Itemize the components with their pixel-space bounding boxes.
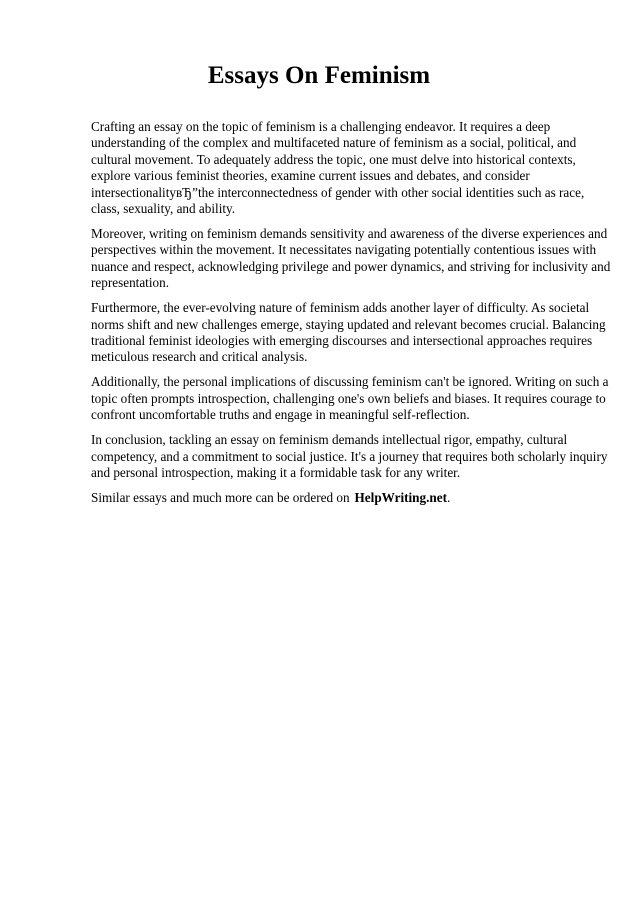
page-title: Essays On Feminism — [207, 62, 431, 89]
closing-text: Similar essays and much more can be ordered on — [91, 490, 350, 506]
closing-suffix: . — [446, 490, 451, 506]
paragraph-2: Moreover, writing on feminism demands sensitivity and awareness of the diverse experiences and perspectives within the movement. It necessitates navigating potentially contentious issues with nuance and respect, acknowledging privilege and power dynamics, and striving for inclusivity and representation. — [91, 226, 611, 291]
closing-line — [91, 490, 611, 506]
helpwriting-link[interactable]: HelpWriting.net — [354, 490, 447, 506]
paragraph-3: Furthermore, the ever-evolving nature of feminism adds another layer of difficulty. As societal norms shift and new challenges emerge, staying updated and relevant becomes crucial. Balancing traditional feminist ideologies with emerging discourses and intersectional approaches requires meticulous research and critical analysis. — [91, 300, 606, 365]
document-body — [91, 119, 611, 515]
paragraph-5: In conclusion, tackling an essay on feminism demands intellectual rigor, empathy, cultural competency, and a commitment to social justice. It's a journey that requires both scholarly inquiry and personal introspection, making it a formidable task for any writer. — [91, 432, 608, 481]
paragraph-4: Additionally, the personal implications of discussing feminism can't be ignored. Writing on such a topic often prompts introspection, challenging one's own beliefs and biases. It requires courage to confront uncomfortable truths and engage in meaningful self-reflection. — [91, 374, 609, 423]
paragraph-1: Crafting an essay on the topic of feminism is a challenging endeavor. It requires a deep understanding of the complex and multifaceted nature of feminism as a social, political, and cultural movement. To adequately address the topic, one must delve into historical contexts, explore various feminist theories, examine current issues and debates, and consider intersectionalityвЂ”the interconnectedness of gender with other social identities such as race, class, sexuality, and ability. — [91, 119, 585, 217]
